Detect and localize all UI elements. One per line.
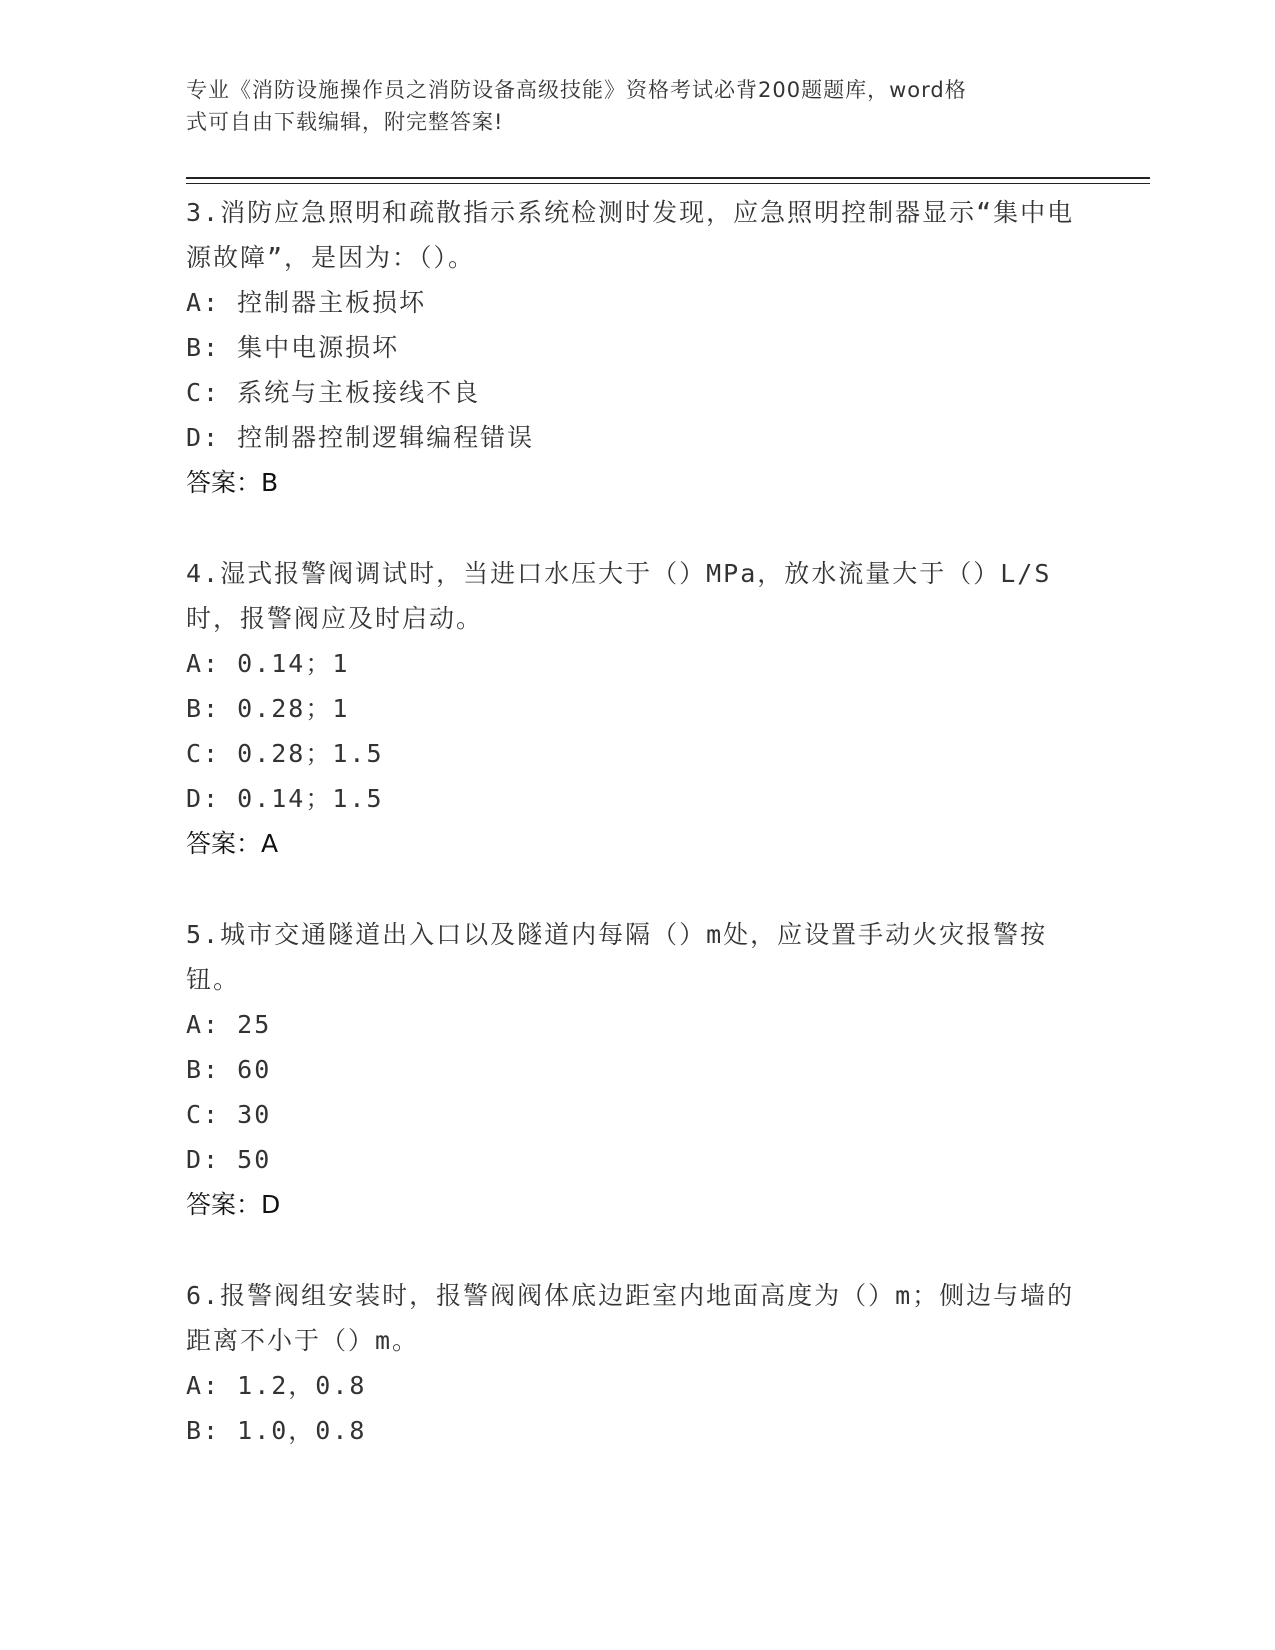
option-a: A: 0.14；1 [186,649,350,678]
option-b: B: 集中电源损坏 [186,333,400,362]
option-a: A: 25 [186,1010,272,1039]
answer-label: 答案：D [186,1190,281,1219]
question-text: 6.报警阀组安装时，报警阀阀体底边距室内地面高度为（）m；侧边与墙的距离不小于（）m。 [186,1281,1075,1355]
answer-label: 答案：B [186,468,279,497]
header-rule-thin [186,183,1150,184]
question-6 [186,1273,1086,1453]
question-5 [186,912,1086,1227]
option-a: A: 控制器主板损坏 [186,288,427,317]
option-c: C: 0.28；1.5 [186,739,384,768]
header-rule-thick [186,177,1150,179]
option-d: D: 50 [186,1145,272,1174]
option-b: B: 1.0，0.8 [186,1416,367,1445]
header-line-2: 式可自由下载编辑，附完整答案! [186,110,504,134]
option-c: C: 30 [186,1100,272,1129]
option-d: D: 控制器控制逻辑编程错误 [186,423,535,452]
question-text: 5.城市交通隧道出入口以及隧道内每隔（）m处，应设置手动火灾报警按钮。 [186,920,1048,994]
question-text: 4.湿式报警阀调试时，当进口水压大于（）MPa，放水流量大于（）L/S时，报警阀应及时启动。 [186,559,1052,633]
option-b: B: 60 [186,1055,272,1084]
answer-label: 答案：A [186,829,279,858]
header-line-1: 专业《消防设施操作员之消防设备高级技能》资格考试必背200题题库，word格 [186,78,967,102]
option-c: C: 系统与主板接线不良 [186,378,481,407]
question-4 [186,551,1086,866]
option-b: B: 0.28；1 [186,694,350,723]
question-3 [186,190,1086,505]
option-a: A: 1.2，0.8 [186,1371,367,1400]
question-text: 3.消防应急照明和疏散指示系统检测时发现，应急照明控制器显示“集中电源故障”，是因为：（）。 [186,198,1075,272]
question-list [186,190,1086,1499]
document-header [186,74,1066,138]
option-d: D: 0.14；1.5 [186,784,384,813]
